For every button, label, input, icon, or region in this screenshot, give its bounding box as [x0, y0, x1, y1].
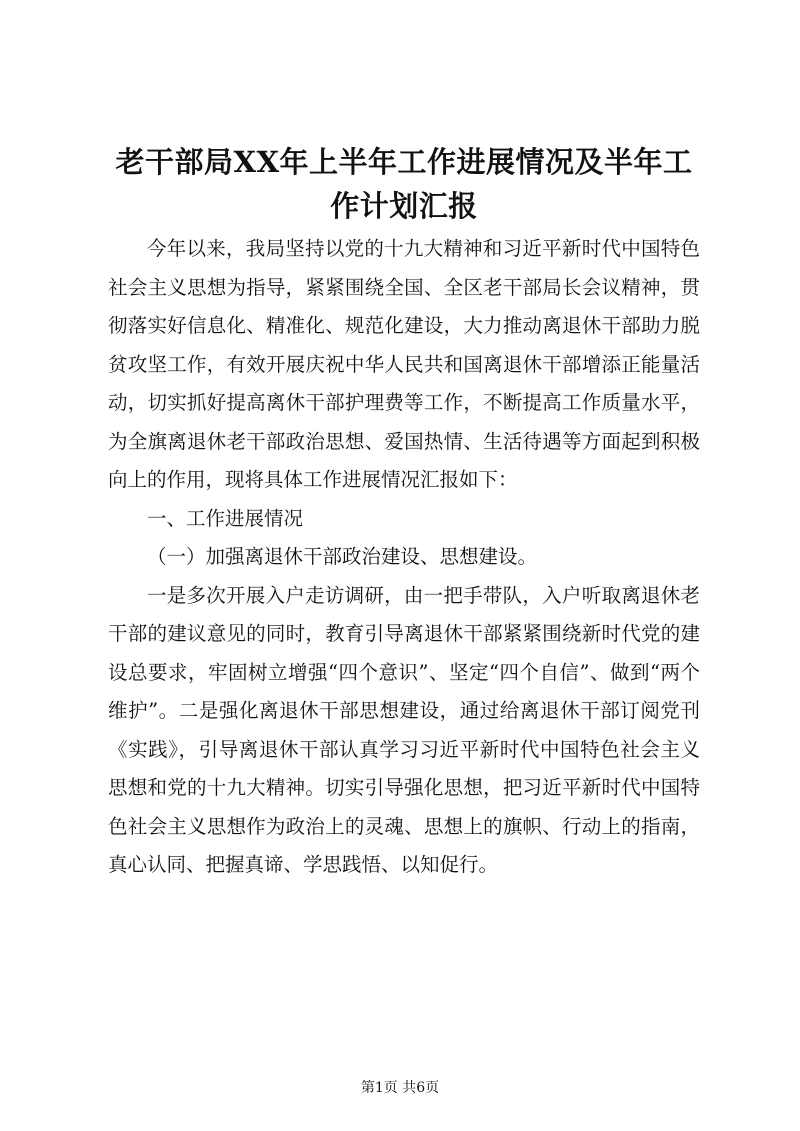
page-number-footer: 第1页 共6页	[360, 1080, 440, 1096]
subsection-heading: （一）加强离退休干部政治建设、思想建设。	[147, 545, 538, 568]
document-title: 老干部局XX年上半年工作进展情况及半年工作计划汇报	[115, 145, 693, 223]
document-body	[108, 230, 700, 885]
section-heading: 一、工作进展情况	[147, 506, 304, 530]
intro-paragraph: 今年以来，我局坚持以党的十九大精神和习近平新时代中国特色社会主义思想为指导，紧紧围绕全国、全区老干部局长会议精神，贯彻落实好信息化、精准化、规范化建设，大力推动离退休干部助力脱贫攻坚工作，有效开展庆祝中华人民共和国离退休干部增添正能量活动，切实抓好提高离休干部护理费等工作，不断提高工作质量水平，为全旗离退休老干部政治思想、爱国热情、生活待遇等方面起到积极向上的作用，现将具体工作进展情况汇报如下：	[108, 237, 700, 491]
body-paragraph: 一是多次开展入户走访调研，由一把手带队，入户听取离退休老干部的建议意见的同时，教育引导离退休干部紧紧围绕新时代党的建设总要求，牢固树立增强“四个意识”、坚定“四个自信”、做到“两个维护”。二是强化离退休干部思想建设，通过给离退休干部订阅党刊《实践》，引导离退休干部认真学习习近平新时代中国特色社会主义思想和党的十九大精神。切实引导强化思想，把习近平新时代中国特色社会主义思想作为政治上的灵魂、思想上的旗帜、行动上的指南，真心认同、把握真谛、学思践悟、以知促行。	[108, 583, 700, 876]
